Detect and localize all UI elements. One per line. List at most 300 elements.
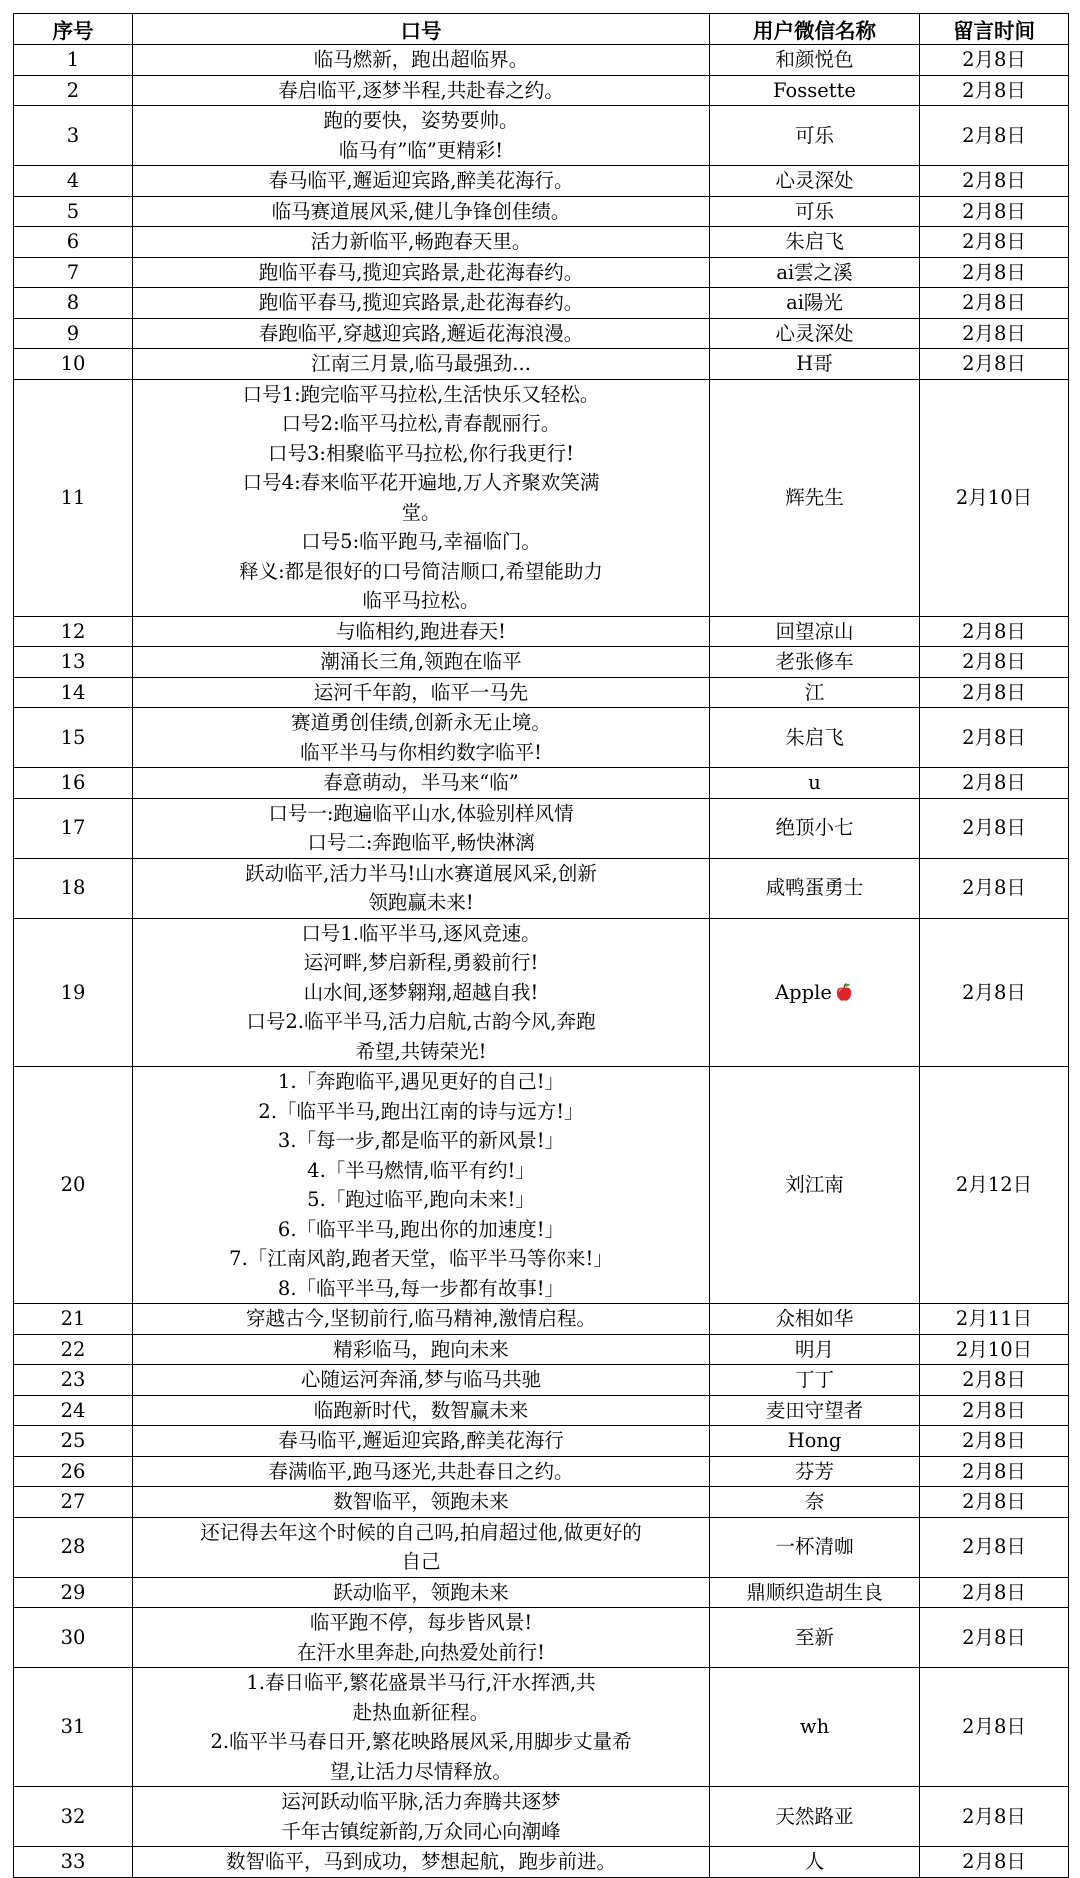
cell-user [710, 1517, 920, 1577]
cell-no-text: 12 [60, 619, 86, 643]
cell-no [14, 768, 133, 799]
cell-slogan [133, 45, 710, 76]
cell-date-text: 2月8日 [962, 48, 1026, 71]
cell-no [14, 1608, 133, 1668]
cell-date-text: 2月8日 [962, 650, 1026, 673]
cell-no [14, 1517, 133, 1577]
cell-user-text: 咸鸭蛋勇士 [765, 876, 864, 900]
cell-slogan-text: 1.「奔跑临平,遇见更好的自己!」 2.「临平半马,跑出江南的诗与远方!」 3.「每一步,都是临平的新风景!」 4.「半马燃情,临平有约!」 5.「跑过临平,跑向未来!」 6.「临平半马,跑出你的加速度!」 7.「江南风韵,跑者天堂，临平半马等你来!」 8.「临平半马,每一步都有故事!」 [229, 1070, 613, 1300]
cell-slogan-text: 数智临平，领跑未来 [333, 1490, 509, 1513]
cell-user [710, 1668, 920, 1787]
cell-user-text: 绝顶小七 [775, 816, 854, 840]
cell-slogan-text: 春马临平,邂逅迎宾路,醉美花海行。 [268, 169, 574, 192]
table-row [14, 349, 1069, 380]
cell-date [920, 677, 1069, 708]
cell-date [920, 1847, 1069, 1878]
cell-date [920, 379, 1069, 616]
cell-user-text: Hong [787, 1429, 842, 1452]
cell-user [710, 257, 920, 288]
cell-user-text: 麦田守望者 [765, 1398, 864, 1422]
cell-date [920, 45, 1069, 76]
cell-date [920, 227, 1069, 258]
cell-slogan [133, 918, 710, 1067]
cell-no [14, 1334, 133, 1365]
cell-user [710, 1577, 920, 1608]
cell-no-text: 18 [60, 876, 86, 900]
cell-no [14, 1787, 133, 1847]
table-row [14, 1067, 1069, 1304]
cell-no [14, 106, 133, 166]
cell-user-text: 可乐 [794, 199, 834, 223]
cell-user [710, 1334, 920, 1365]
cell-slogan [133, 288, 710, 319]
cell-no [14, 1365, 133, 1396]
cell-slogan-text: 口号1:跑完临平马拉松,生活快乐又轻松。 口号2:临平马拉松,青春靓丽行。 口号3:相聚临平马拉松,你行我更行! 口号4:春来临平花开遍地,万人齐聚欢笑满 堂。 口号5:临平跑马,幸福临门。 释义:都是很好的口号简洁顺口,希望能助力 临平马拉松。 [239, 382, 603, 612]
cell-no [14, 45, 133, 76]
cell-date [920, 257, 1069, 288]
cell-no-text: 19 [60, 980, 86, 1004]
cell-slogan [133, 1304, 710, 1335]
table-row [14, 798, 1069, 858]
table-row [14, 166, 1069, 197]
cell-user [710, 227, 920, 258]
cell-slogan [133, 1365, 710, 1396]
cell-date-text: 2月8日 [962, 1625, 1026, 1649]
cell-date [920, 1456, 1069, 1487]
cell-date-text: 2月8日 [962, 78, 1026, 102]
cell-user-text: 一杯清咖 [775, 1535, 854, 1559]
header-row [14, 14, 1069, 45]
cell-slogan [133, 616, 710, 647]
cell-no [14, 1395, 133, 1426]
cell-date-text: 2月10日 [955, 1337, 1033, 1361]
cell-user-text: 回望凉山 [775, 619, 854, 643]
cell-user [710, 166, 920, 197]
table-row [14, 1456, 1069, 1487]
cell-user [710, 75, 920, 106]
cell-no [14, 616, 133, 647]
cell-date [920, 918, 1069, 1067]
cell-user-text: 鼎顺织造胡生良 [746, 1580, 883, 1604]
cell-date [920, 1304, 1069, 1335]
cell-slogan [133, 768, 710, 799]
cell-date-text: 2月8日 [962, 1398, 1026, 1422]
table-row [14, 708, 1069, 768]
cell-slogan-text: 运河千年韵，临平一马先 [313, 680, 529, 704]
cell-no [14, 318, 133, 349]
cell-user-text: ai陽光 [786, 291, 843, 314]
cell-no [14, 166, 133, 197]
cell-slogan [133, 858, 710, 918]
cell-date-text: 2月8日 [962, 816, 1026, 840]
cell-user-text: 江 [804, 680, 825, 704]
table-row [14, 1668, 1069, 1787]
cell-user-text: 心灵深处 [775, 321, 854, 345]
table-row [14, 45, 1069, 76]
cell-user-text: 明月 [794, 1337, 834, 1361]
cell-no-text: 28 [60, 1535, 86, 1559]
cell-no-text: 3 [66, 123, 80, 147]
table-row [14, 768, 1069, 799]
cell-slogan-text: 江南三月景,临马最强劲... [311, 352, 531, 375]
cell-user-text: 心灵深处 [775, 169, 854, 192]
cell-slogan-text: 潮涌长三角,领跑在临平 [320, 650, 522, 673]
cell-slogan-text: 运河跃动临平脉,活力奔腾共逐梦 千年古镇绽新韵,万众同心向潮峰 [281, 1790, 561, 1843]
cell-no-text: 31 [60, 1715, 86, 1739]
cell-slogan [133, 1517, 710, 1577]
column-header-date: 留言时间 [920, 14, 1069, 45]
cell-user-text: wh [799, 1715, 830, 1739]
cell-date-text: 2月8日 [962, 1580, 1026, 1604]
cell-date [920, 1067, 1069, 1304]
cell-slogan-text: 春意萌动，半马来“临” [323, 771, 519, 794]
cell-slogan [133, 1334, 710, 1365]
cell-user-text: 奈 [804, 1490, 825, 1513]
cell-date-text: 2月8日 [962, 980, 1026, 1004]
cell-user [710, 798, 920, 858]
cell-no-text: 26 [60, 1459, 86, 1483]
cell-user-text: 丁丁 [794, 1368, 834, 1391]
cell-no [14, 379, 133, 616]
cell-user-text: ai雲之溪 [776, 260, 853, 284]
cell-no [14, 196, 133, 227]
cell-no [14, 349, 133, 380]
cell-no-text: 16 [60, 771, 86, 794]
cell-no [14, 75, 133, 106]
cell-date [920, 196, 1069, 227]
table-row [14, 288, 1069, 319]
table-row [14, 106, 1069, 166]
cell-date-text: 2月8日 [962, 1429, 1026, 1452]
cell-slogan-text: 春跑临平,穿越迎宾路,邂逅花海浪漫。 [258, 321, 584, 345]
cell-no-text: 22 [60, 1337, 86, 1361]
cell-user [710, 677, 920, 708]
cell-date [920, 318, 1069, 349]
table-row [14, 1577, 1069, 1608]
cell-user-text: u [808, 771, 821, 794]
column-header-slogan: 口号 [133, 14, 710, 45]
cell-user [710, 288, 920, 319]
cell-slogan [133, 1487, 710, 1518]
cell-user-text: 朱启飞 [785, 230, 844, 253]
cell-no-text: 9 [66, 321, 80, 345]
cell-slogan-text: 跑的要快，姿势要帅。 临马有”临”更精彩! [323, 109, 519, 162]
cell-user [710, 1067, 920, 1304]
cell-slogan [133, 677, 710, 708]
cell-date-text: 2月8日 [962, 1535, 1026, 1559]
cell-no-text: 8 [66, 291, 80, 314]
column-header-user: 用户微信名称 [710, 14, 920, 45]
cell-user-text: 刘江南 [785, 1173, 844, 1197]
cell-user [710, 858, 920, 918]
cell-user [710, 918, 920, 1067]
cell-date-text: 2月8日 [962, 725, 1026, 749]
cell-user [710, 106, 920, 166]
cell-date [920, 1608, 1069, 1668]
cell-user [710, 1395, 920, 1426]
cell-slogan [133, 1608, 710, 1668]
cell-date-text: 2月8日 [962, 1715, 1026, 1739]
cell-no-text: 23 [60, 1368, 86, 1391]
table-row [14, 1365, 1069, 1396]
cell-slogan [133, 1847, 710, 1878]
cell-user [710, 1426, 920, 1457]
cell-slogan-text: 跑临平春马,揽迎宾路景,赴花海春约。 [258, 260, 584, 284]
cell-user [710, 318, 920, 349]
cell-no-text: 2 [66, 78, 80, 102]
table-row [14, 1395, 1069, 1426]
cell-no-text: 1 [66, 48, 80, 71]
cell-slogan [133, 106, 710, 166]
cell-user [710, 1608, 920, 1668]
cell-date [920, 1334, 1069, 1365]
cell-no-text: 7 [66, 260, 80, 284]
table-row [14, 1787, 1069, 1847]
cell-no-text: 17 [60, 816, 86, 840]
table-row [14, 318, 1069, 349]
cell-slogan [133, 379, 710, 616]
cell-no-text: 5 [66, 199, 80, 223]
cell-no-text: 11 [60, 485, 86, 509]
cell-no [14, 708, 133, 768]
cell-slogan-text: 口号一:跑遍临平山水,体验别样风情 口号二:奔跑临平,畅快淋漓 [268, 801, 574, 854]
cell-slogan [133, 166, 710, 197]
cell-no-text: 20 [60, 1173, 86, 1197]
cell-date [920, 106, 1069, 166]
cell-no [14, 1668, 133, 1787]
cell-no [14, 1426, 133, 1457]
table-row [14, 75, 1069, 106]
cell-date-text: 2月8日 [962, 169, 1026, 192]
cell-date-text: 2月8日 [962, 1850, 1026, 1873]
cell-user-text: 和颜悦色 [775, 48, 854, 71]
cell-slogan-text: 心随运河奔涌,梦与临马共驰 [300, 1368, 542, 1391]
table-row [14, 257, 1069, 288]
cell-no [14, 1487, 133, 1518]
cell-date [920, 1517, 1069, 1577]
cell-date-text: 2月8日 [962, 876, 1026, 900]
cell-no [14, 798, 133, 858]
table-body [14, 45, 1069, 1878]
cell-user-text: Fossette [773, 78, 856, 102]
cell-date-text: 2月8日 [962, 352, 1026, 375]
table-row [14, 1304, 1069, 1335]
cell-slogan-text: 跃动临平,活力半马!山水赛道展风采,创新 领跑赢未来! [245, 861, 597, 914]
cell-user [710, 708, 920, 768]
cell-user [710, 1304, 920, 1335]
cell-slogan-text: 临跑新时代，数智赢未来 [313, 1398, 529, 1422]
cell-no-text: 4 [66, 169, 80, 192]
cell-slogan [133, 196, 710, 227]
cell-slogan-text: 穿越古今,坚韧前行,临马精神,激情启程。 [245, 1307, 597, 1330]
table-row [14, 1487, 1069, 1518]
table-row [14, 1847, 1069, 1878]
cell-slogan [133, 257, 710, 288]
cell-slogan [133, 647, 710, 678]
slogan-table [13, 13, 1069, 1878]
cell-no [14, 647, 133, 678]
cell-user-text: 辉先生 [785, 485, 844, 509]
table-row [14, 196, 1069, 227]
cell-user-text: 芬芳 [794, 1459, 834, 1483]
cell-slogan-text: 还记得去年这个时候的自己吗,拍肩超过他,做更好的 自己 [200, 1520, 642, 1573]
cell-slogan-text: 临马赛道展风采,健儿争锋创佳绩。 [271, 199, 571, 223]
cell-date-text: 2月8日 [962, 260, 1026, 284]
cell-no-text: 21 [60, 1307, 86, 1330]
cell-no-text: 24 [60, 1398, 86, 1422]
cell-slogan [133, 708, 710, 768]
table-row [14, 918, 1069, 1067]
cell-date-text: 2月8日 [962, 230, 1026, 253]
cell-date [920, 1395, 1069, 1426]
cell-no [14, 257, 133, 288]
cell-date [920, 288, 1069, 319]
cell-no-text: 13 [60, 650, 86, 673]
cell-slogan [133, 318, 710, 349]
cell-date-text: 2月8日 [962, 291, 1026, 314]
cell-user [710, 1787, 920, 1847]
cell-slogan [133, 798, 710, 858]
cell-slogan-text: 1.春日临平,繁花盛景半马行,汗水挥洒,共 赴热血新征程。 2.临平半马春日开,繁花映路展风采,用脚步丈量希 望,让活力尽情释放。 [210, 1671, 632, 1783]
cell-slogan-text: 口号1.临平半马,逐风竞速。 运河畔,梦启新程,勇毅前行! 山水间,逐梦翱翔,超越自我! 口号2.临平半马,活力启航,古韵今风,奔跑 希望,共铸荣光! [246, 921, 596, 1063]
cell-no [14, 858, 133, 918]
table-row [14, 1608, 1069, 1668]
cell-user-text: 至新 [794, 1625, 834, 1649]
cell-user-text: 人 [804, 1850, 825, 1873]
cell-slogan-text: 活力新临平,畅跑春天里。 [310, 230, 532, 253]
cell-slogan [133, 1067, 710, 1304]
cell-date-text: 2月10日 [955, 485, 1033, 509]
cell-date [920, 349, 1069, 380]
cell-user-text: Apple [775, 980, 832, 1004]
cell-slogan-text: 赛道勇创佳绩,创新永无止境。 临平半马与你相约数字临平! [291, 711, 551, 764]
cell-slogan [133, 1395, 710, 1426]
cell-no-text: 10 [60, 352, 86, 375]
cell-user-text: 朱启飞 [785, 725, 844, 749]
table-row [14, 858, 1069, 918]
cell-slogan [133, 1456, 710, 1487]
cell-no-text: 6 [66, 230, 80, 253]
cell-slogan-text: 与临相约,跑进春天! [335, 619, 507, 643]
cell-no [14, 918, 133, 1067]
cell-date-text: 2月8日 [962, 680, 1026, 704]
cell-date [920, 858, 1069, 918]
cell-date [920, 708, 1069, 768]
cell-user-text: 可乐 [794, 123, 834, 147]
cell-user-text: H哥 [796, 352, 833, 375]
cell-date [920, 647, 1069, 678]
cell-date [920, 166, 1069, 197]
cell-date-text: 2月8日 [962, 771, 1026, 794]
cell-date [920, 1426, 1069, 1457]
cell-user-text: 天然路亚 [775, 1804, 854, 1828]
cell-slogan [133, 227, 710, 258]
cell-slogan [133, 75, 710, 106]
cell-no [14, 1577, 133, 1608]
cell-user [710, 616, 920, 647]
table-row [14, 647, 1069, 678]
cell-no [14, 1456, 133, 1487]
cell-slogan [133, 1426, 710, 1457]
table-row [14, 1517, 1069, 1577]
table-row [14, 379, 1069, 616]
cell-no [14, 227, 133, 258]
cell-slogan-text: 春马临平,邂逅迎宾路,醉美花海行 [278, 1429, 564, 1452]
cell-user [710, 1365, 920, 1396]
table-row [14, 677, 1069, 708]
cell-date-text: 2月12日 [955, 1173, 1033, 1197]
cell-date [920, 616, 1069, 647]
cell-date [920, 1668, 1069, 1787]
cell-slogan [133, 1668, 710, 1787]
cell-user [710, 768, 920, 799]
cell-slogan-text: 跃动临平，领跑未来 [333, 1580, 509, 1604]
cell-date-text: 2月8日 [962, 123, 1026, 147]
cell-no [14, 1304, 133, 1335]
cell-no-text: 25 [60, 1429, 86, 1452]
cell-no [14, 677, 133, 708]
cell-slogan-text: 精彩临马，跑向未来 [333, 1337, 509, 1361]
table-row [14, 1334, 1069, 1365]
cell-date-text: 2月8日 [962, 619, 1026, 643]
cell-date-text: 2月11日 [955, 1307, 1033, 1330]
cell-user-text: 老张修车 [775, 650, 854, 673]
cell-user [710, 379, 920, 616]
cell-user [710, 647, 920, 678]
cell-date-text: 2月8日 [962, 321, 1026, 345]
cell-date [920, 1487, 1069, 1518]
cell-no-text: 14 [60, 680, 86, 704]
table-row [14, 616, 1069, 647]
cell-date [920, 75, 1069, 106]
cell-date [920, 1577, 1069, 1608]
cell-date [920, 1787, 1069, 1847]
cell-no [14, 1067, 133, 1304]
cell-date-text: 2月8日 [962, 1490, 1026, 1513]
cell-slogan-text: 数智临平，马到成功，梦想起航，跑步前进。 [225, 1850, 616, 1873]
cell-user [710, 1487, 920, 1518]
table-row [14, 227, 1069, 258]
cell-user-text: 众相如华 [775, 1307, 854, 1330]
cell-date-text: 2月8日 [962, 1459, 1026, 1483]
cell-slogan-text: 春满临平,跑马逐光,共赴春日之约。 [268, 1459, 574, 1483]
cell-date [920, 798, 1069, 858]
cell-no [14, 288, 133, 319]
cell-no-text: 32 [60, 1804, 86, 1828]
cell-user [710, 196, 920, 227]
cell-slogan [133, 1787, 710, 1847]
cell-slogan-text: 跑临平春马,揽迎宾路景,赴花海春约。 [258, 291, 584, 314]
column-header-no: 序号 [14, 14, 133, 45]
cell-date [920, 1365, 1069, 1396]
cell-no-text: 30 [60, 1625, 86, 1649]
cell-slogan-text: 春启临平,逐梦半程,共赴春之约。 [278, 78, 564, 102]
cell-user [710, 1847, 920, 1878]
cell-no [14, 1847, 133, 1878]
cell-no-text: 29 [60, 1580, 86, 1604]
cell-date-text: 2月8日 [962, 1368, 1026, 1391]
cell-date [920, 768, 1069, 799]
cell-slogan [133, 349, 710, 380]
cell-slogan [133, 1577, 710, 1608]
cell-no-text: 33 [60, 1850, 86, 1873]
cell-slogan-text: 临马燃新，跑出超临界。 [313, 48, 529, 71]
cell-no-text: 15 [60, 725, 86, 749]
table-row [14, 1426, 1069, 1457]
cell-date-text: 2月8日 [962, 1804, 1026, 1828]
cell-user [710, 349, 920, 380]
red-apple-icon [834, 982, 854, 1002]
